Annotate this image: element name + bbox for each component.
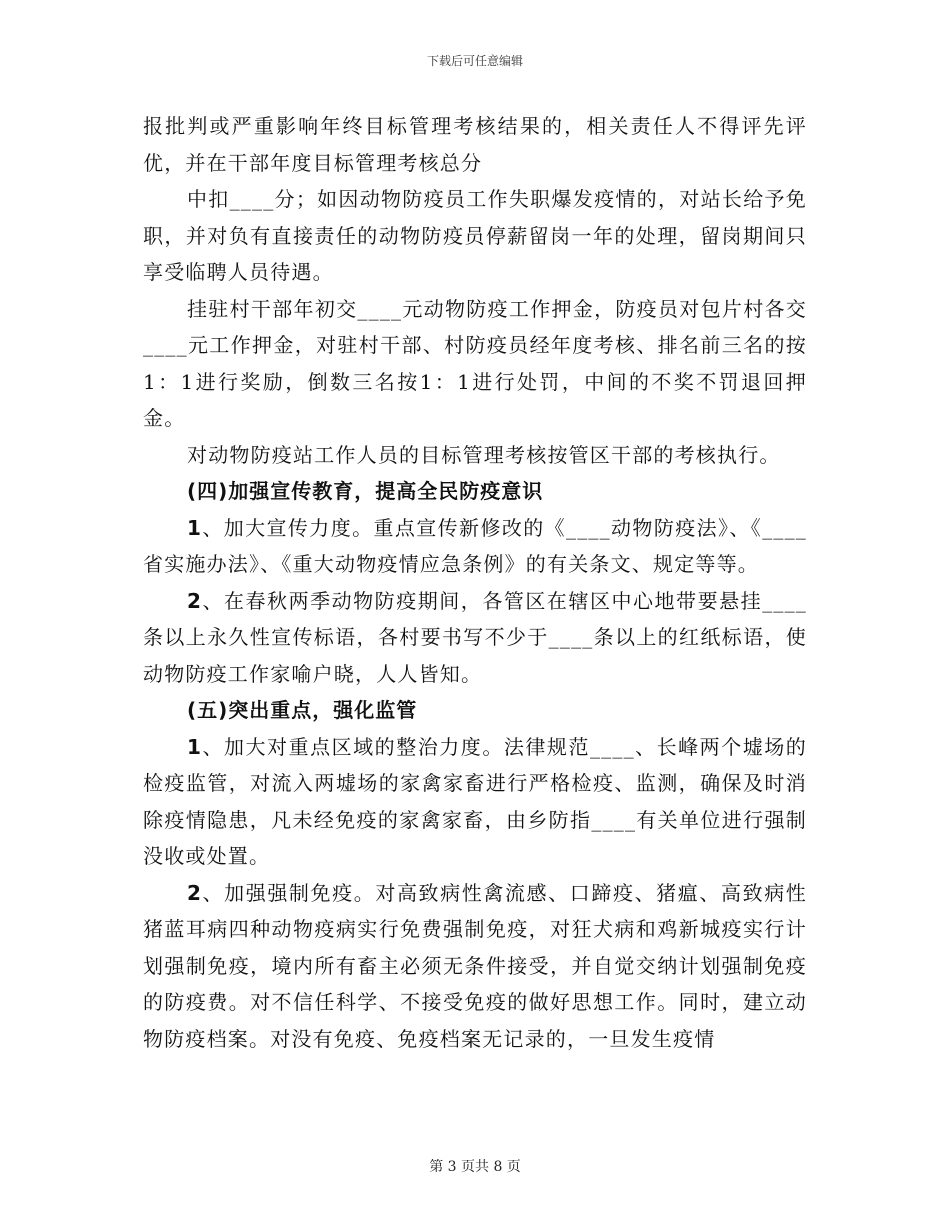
numbered-paragraph — [143, 583, 807, 693]
item-number: 2 — [187, 588, 203, 613]
numbered-paragraph — [143, 510, 807, 583]
item-number: 1 — [187, 734, 203, 759]
paragraph-text: 、加大宣传力度。重点宣传新修改的《____动物防疫法》、《____省实施办法》、《重大动物疫情应急条例》的有关条文、规定等等。 — [143, 515, 807, 576]
paragraph — [143, 108, 807, 181]
paragraph-text: 报批判或严重影响年终目标管理考核结果的，相关责任人不得评先评优，并在干部年度目标管理考核总分 — [143, 114, 807, 175]
section-heading — [143, 473, 807, 510]
document-body — [143, 108, 807, 1057]
paragraph-text: 、加大对重点区域的整治力度。法律规范____、长峰两个墟场的检疫监管，对流入两墟场的家禽家畜进行严格检疫、监测，确保及时消除疫情隐患，凡未经免疫的家禽家畜，由乡防指____有关单位进行强制没收或处置。 — [143, 734, 807, 868]
numbered-paragraph — [143, 875, 807, 1058]
page-footer: 第 3 页共 8 页 — [429, 1159, 521, 1175]
paragraph-text: 、加强强制免疫。对高致病性禽流感、口蹄疫、猪瘟、高致病性猪蓝耳病四种动物疫病实行免费强制免疫，对狂犬病和鸡新城疫实行计划强制免疫，境内所有畜主必须无条件接受，并自觉交纳计划强制免疫的防疫费。对不信任科学、不接受免疫的做好思想工作。同时，建立动物防疫档案。对没有免疫、免疫档案无记录的，一旦发生疫情 — [143, 880, 807, 1051]
paragraph-text: 、在春秋两季动物防疫期间，各管区在辖区中心地带要悬挂____条以上永久性宣传标语，各村要书写不少于____条以上的红纸标语，使动物防疫工作家喻户晓，人人皆知。 — [143, 588, 807, 686]
page-header: 下载后可任意编辑 — [426, 54, 523, 68]
paragraph — [143, 437, 807, 474]
paragraph-text: 对动物防疫站工作人员的目标管理考核按管区干部的考核执行。 — [187, 442, 781, 467]
section-heading — [143, 692, 807, 729]
paragraph-text: 中扣____分；如因动物防疫员工作失职爆发疫情的，对站长给予免职，并对负有直接责任的动物防疫员停薪留岗一年的处理，留岗期间只享受临聘人员待遇。 — [143, 187, 807, 284]
paragraph — [143, 291, 807, 437]
paragraph-text: 挂驻村干部年初交____元动物防疫工作押金，防疫员对包片村各交____元工作押金，对驻村干部、村防疫员经年度考核、排名前三名的按1：1进行奖励，倒数三名按1：1进行处罚，中间的不奖不罚退回押金。 — [143, 296, 807, 430]
item-number: 2 — [187, 880, 203, 905]
section-heading-text: (五)突出重点，强化监管 — [187, 698, 418, 722]
paragraph — [143, 181, 807, 291]
numbered-paragraph — [143, 729, 807, 875]
item-number: 1 — [187, 515, 203, 540]
section-heading-text: (四)加强宣传教育，提高全民防疫意识 — [187, 479, 544, 503]
